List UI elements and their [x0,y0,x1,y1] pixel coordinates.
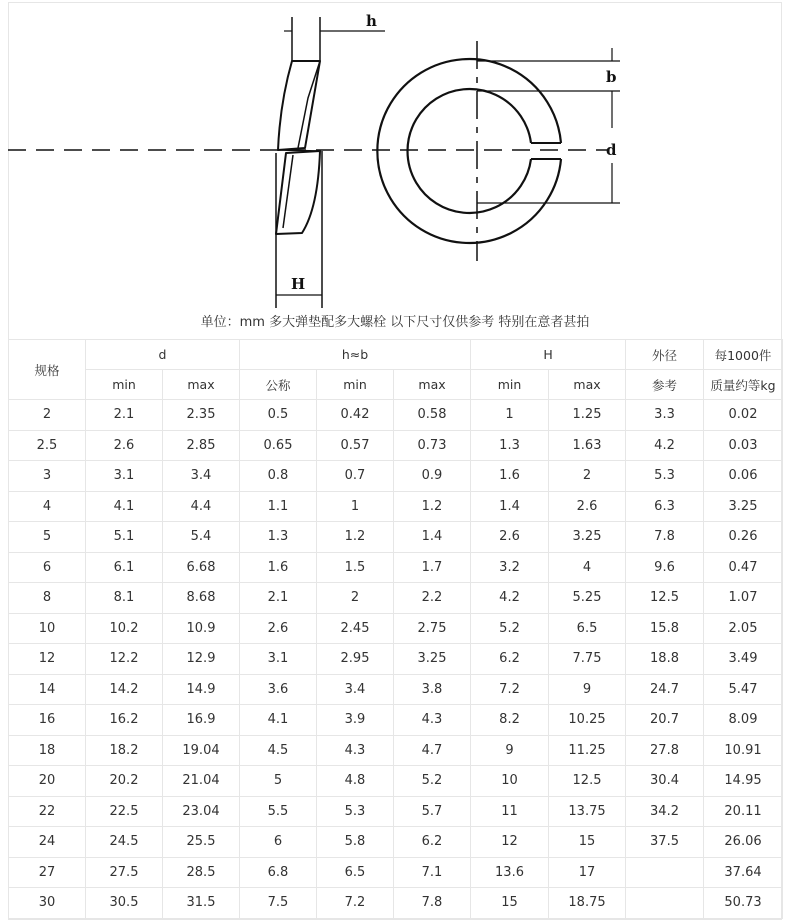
svg-text:h: h [366,12,377,30]
table-cell: 15 [471,888,549,919]
table-row [9,827,783,858]
header-H-min: min [471,370,549,400]
table-cell: 0.65 [240,430,317,461]
table-cell: 2.6 [471,522,549,553]
table-row [9,552,783,583]
table-cell: 8.2 [471,705,549,736]
units-caption: 单位：mm 多大弹垫配多大螺栓 以下尺寸仅供参考 特别在意者甚拍 [200,315,590,330]
table-cell: 2 [317,583,394,614]
table-cell: 4.1 [86,491,163,522]
table-cell: 5 [240,766,317,797]
table-cell: 8 [9,583,86,614]
table-cell: 2.1 [86,400,163,431]
table-cell: 0.42 [317,400,394,431]
table-cell: 5.25 [549,583,626,614]
table-row [9,674,783,705]
table-cell: 2.6 [86,430,163,461]
table-cell: 3.1 [240,644,317,675]
table-cell: 30.4 [626,766,704,797]
table-cell: 27.5 [86,857,163,888]
table-cell: 6.1 [86,552,163,583]
table-cell: 0.57 [317,430,394,461]
table-cell: 8.09 [704,705,783,736]
table-cell: 8.1 [86,583,163,614]
table-cell: 4.8 [317,766,394,797]
table-row [9,888,783,919]
table-cell: 12.9 [163,644,240,675]
table-cell: 3.4 [163,461,240,492]
table-cell: 18.75 [549,888,626,919]
table-cell: 1.2 [394,491,471,522]
table-row [9,461,783,492]
table-row [9,583,783,614]
table-row [9,857,783,888]
table-cell: 8.68 [163,583,240,614]
table-cell: 23.04 [163,796,240,827]
spring-washer-spec-table [8,339,783,919]
table-cell [626,857,704,888]
table-cell: 5.3 [317,796,394,827]
table-cell: 1.5 [317,552,394,583]
header-spec: 规格 [9,340,86,400]
table-cell: 2.35 [163,400,240,431]
table-cell: 5.4 [163,522,240,553]
table-cell: 0.26 [704,522,783,553]
table-cell: 1.2 [317,522,394,553]
header-H-max: max [549,370,626,400]
table-cell: 2 [549,461,626,492]
table-cell: 6.3 [626,491,704,522]
table-cell: 15 [549,827,626,858]
header-row-2 [9,370,783,400]
table-cell: 37.5 [626,827,704,858]
table-cell: 0.73 [394,430,471,461]
table-cell: 3.25 [549,522,626,553]
table-cell: 3.4 [317,674,394,705]
table-cell: 14.95 [704,766,783,797]
table-cell: 7.8 [626,522,704,553]
table-cell: 18.2 [86,735,163,766]
table-cell: 3.1 [86,461,163,492]
header-hb-max: max [394,370,471,400]
table-cell: 3.25 [704,491,783,522]
washer-drawing [8,3,782,308]
table-cell: 2.45 [317,613,394,644]
table-cell: 4.3 [394,705,471,736]
table-cell: 21.04 [163,766,240,797]
table-cell: 0.7 [317,461,394,492]
table-cell: 4.5 [240,735,317,766]
table-cell: 0.03 [704,430,783,461]
table-cell: 2.6 [240,613,317,644]
table-cell: 5.2 [394,766,471,797]
header-hb-nominal: 公称 [240,370,317,400]
table-cell: 2.2 [394,583,471,614]
table-cell: 2.05 [704,613,783,644]
table-cell: 2.6 [549,491,626,522]
table-cell: 2.5 [9,430,86,461]
header-row-1 [9,340,783,370]
table-cell: 16 [9,705,86,736]
table-cell: 16.2 [86,705,163,736]
table-cell: 5.3 [626,461,704,492]
table-cell: 7.2 [471,674,549,705]
table-cell: 19.04 [163,735,240,766]
table-cell: 10.25 [549,705,626,736]
table-cell: 18.8 [626,644,704,675]
table-cell: 9 [471,735,549,766]
table-cell: 4.2 [626,430,704,461]
table-cell: 0.06 [704,461,783,492]
table-cell: 31.5 [163,888,240,919]
table-cell: 15.8 [626,613,704,644]
table-cell: 37.64 [704,857,783,888]
table-cell: 2.75 [394,613,471,644]
table-cell: 10.9 [163,613,240,644]
spring-washer-diagram-icon [8,3,782,308]
table-cell: 4.3 [317,735,394,766]
table-cell: 25.5 [163,827,240,858]
table-cell: 10 [9,613,86,644]
table-cell: 3.9 [317,705,394,736]
table-cell: 1.7 [394,552,471,583]
table-cell: 12.5 [549,766,626,797]
svg-text:H: H [291,275,306,293]
table-cell: 3.8 [394,674,471,705]
table-cell: 20.7 [626,705,704,736]
table-cell: 10.91 [704,735,783,766]
table-cell: 4.1 [240,705,317,736]
table-cell: 20.2 [86,766,163,797]
header-d-min: min [86,370,163,400]
table-cell: 5.7 [394,796,471,827]
table-cell: 7.1 [394,857,471,888]
table-cell: 22 [9,796,86,827]
table-cell: 11.25 [549,735,626,766]
table-cell: 24.7 [626,674,704,705]
table-cell: 0.58 [394,400,471,431]
table-cell: 2 [9,400,86,431]
table-cell: 6.68 [163,552,240,583]
table-cell: 16.9 [163,705,240,736]
table-cell: 5.1 [86,522,163,553]
table-cell: 4.2 [471,583,549,614]
table-cell: 3.3 [626,400,704,431]
table-cell: 20.11 [704,796,783,827]
table-row [9,705,783,736]
table-cell: 5.2 [471,613,549,644]
table-cell: 28.5 [163,857,240,888]
table-cell: 3.2 [471,552,549,583]
table-cell [626,888,704,919]
table-cell: 0.9 [394,461,471,492]
table-cell: 4.7 [394,735,471,766]
table-cell: 3 [9,461,86,492]
table-cell: 1.07 [704,583,783,614]
header-outer-diameter: 外径 [626,340,704,370]
table-cell: 14.2 [86,674,163,705]
table-cell: 10.2 [86,613,163,644]
table-cell: 27.8 [626,735,704,766]
table-cell: 0.8 [240,461,317,492]
table-cell: 30.5 [86,888,163,919]
table-cell: 1.63 [549,430,626,461]
table-cell: 27 [9,857,86,888]
header-d-max: max [163,370,240,400]
table-cell: 11 [471,796,549,827]
table-cell: 1.3 [240,522,317,553]
table-cell: 4 [549,552,626,583]
table-cell: 13.6 [471,857,549,888]
table-cell: 2.1 [240,583,317,614]
table-row [9,796,783,827]
table-cell: 30 [9,888,86,919]
table-cell: 3.6 [240,674,317,705]
table-cell: 1.1 [240,491,317,522]
table-cell: 4.4 [163,491,240,522]
table-row [9,766,783,797]
header-outer-reference: 参考 [626,370,704,400]
table-cell: 7.75 [549,644,626,675]
table-cell: 6.2 [394,827,471,858]
table-cell: 17 [549,857,626,888]
table-cell: 7.8 [394,888,471,919]
table-cell: 12.2 [86,644,163,675]
table-cell: 5.8 [317,827,394,858]
table-cell: 6.5 [549,613,626,644]
table-cell: 24.5 [86,827,163,858]
svg-text:b: b [606,68,617,86]
table-cell: 6 [9,552,86,583]
table-cell: 1 [471,400,549,431]
table-cell: 24 [9,827,86,858]
header-d: d [86,340,240,370]
table-cell: 2.85 [163,430,240,461]
table-row [9,735,783,766]
table-cell: 6.2 [471,644,549,675]
header-hb-min: min [317,370,394,400]
table-cell: 0.02 [704,400,783,431]
table-cell: 26.06 [704,827,783,858]
table-cell: 3.49 [704,644,783,675]
table-cell: 5.5 [240,796,317,827]
table-row [9,522,783,553]
header-H: H [471,340,626,370]
table-cell: 1.6 [240,552,317,583]
table-row [9,613,783,644]
table-cell: 9 [549,674,626,705]
table-cell: 7.2 [317,888,394,919]
table-cell: 1.4 [394,522,471,553]
header-weight: 每1000件 [704,340,783,370]
table-cell: 7.5 [240,888,317,919]
table-row [9,400,783,431]
table-cell: 1.4 [471,491,549,522]
table-cell: 2.95 [317,644,394,675]
table-cell: 1.6 [471,461,549,492]
table-cell: 1.25 [549,400,626,431]
table-cell: 18 [9,735,86,766]
table-cell: 20 [9,766,86,797]
header-weight-kg: 质量约等kg [704,370,783,400]
table-cell: 0.47 [704,552,783,583]
table-cell: 22.5 [86,796,163,827]
table-cell: 12 [471,827,549,858]
svg-text:d: d [606,141,617,159]
table-cell: 4 [9,491,86,522]
table-cell: 5 [9,522,86,553]
table-cell: 12.5 [626,583,704,614]
table-row [9,430,783,461]
table-cell: 14.9 [163,674,240,705]
table-cell: 5.47 [704,674,783,705]
table-cell: 50.73 [704,888,783,919]
table-cell: 10 [471,766,549,797]
table-cell: 14 [9,674,86,705]
table-cell: 13.75 [549,796,626,827]
table-cell: 1.3 [471,430,549,461]
table-cell: 3.25 [394,644,471,675]
table-row [9,644,783,675]
table-cell: 0.5 [240,400,317,431]
table-cell: 34.2 [626,796,704,827]
table-cell: 6.8 [240,857,317,888]
table-cell: 1 [317,491,394,522]
table-row [9,491,783,522]
table-cell: 6.5 [317,857,394,888]
table-cell: 12 [9,644,86,675]
table-cell: 9.6 [626,552,704,583]
table-cell: 6 [240,827,317,858]
header-h-approx-b: h≈b [240,340,471,370]
